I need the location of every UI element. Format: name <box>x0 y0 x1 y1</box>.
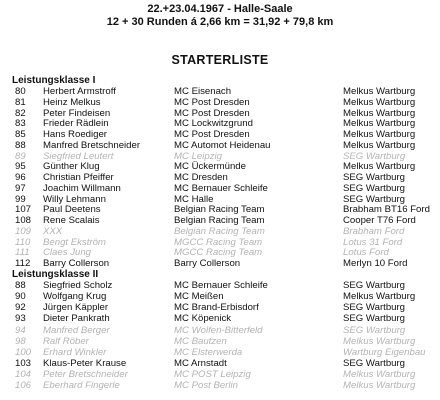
club-name: MC Köpenick <box>174 313 232 325</box>
starter-row <box>0 118 440 129</box>
start-number: 85 <box>15 129 26 140</box>
page-title: STARTERLISTE <box>171 53 269 67</box>
start-number: 109 <box>15 225 32 237</box>
start-number: 99 <box>15 193 26 205</box>
starter-row <box>0 325 440 336</box>
start-number: 106 <box>15 380 32 392</box>
start-number: 107 <box>15 204 32 216</box>
start-number: 89 <box>15 150 26 162</box>
driver-name: Jürgen Käppler <box>43 302 109 314</box>
starter-row <box>0 347 440 358</box>
club-name: MC Bernauer Schleife <box>174 182 268 194</box>
driver-name: Dieter Pankrath <box>43 313 110 325</box>
starter-row <box>0 302 440 313</box>
start-number: 94 <box>15 324 26 336</box>
car-model: SEG Wartburg <box>343 182 406 194</box>
starter-row <box>0 280 440 291</box>
start-number: 96 <box>15 172 26 183</box>
car-model: SEG Wartburg <box>343 193 406 205</box>
car-model: Merlyn 10 Ford <box>343 258 408 269</box>
car-model: Brabham BT16 Ford <box>343 204 430 216</box>
car-model: SEG Wartburg <box>343 172 406 183</box>
car-model: Melkus Wartburg <box>343 86 416 97</box>
start-number: 100 <box>15 346 32 358</box>
club-name: MC Brand-Erbisdorf <box>174 302 259 314</box>
start-number: 110 <box>15 236 31 248</box>
car-model: SEG Wartburg <box>343 150 406 162</box>
starter-row <box>0 183 440 194</box>
start-number: 82 <box>15 107 26 119</box>
starter-row <box>0 215 440 226</box>
start-number: 83 <box>15 118 26 130</box>
club-name: MC Bernauer Schleife <box>174 280 268 291</box>
driver-name: Manfred Bretschneider <box>43 139 141 151</box>
driver-name: Claes Jung <box>43 247 91 259</box>
driver-name: Bengt Ekström <box>43 236 106 248</box>
car-model: Cooper T76 Ford <box>343 215 416 226</box>
class-heading-1: Leistungsklasse I <box>12 75 96 86</box>
car-model: Melkus Wartburg <box>343 291 416 303</box>
car-model: Lotus 31 Ford <box>343 236 403 248</box>
starter-row <box>0 247 440 258</box>
driver-name: Willy Lehmann <box>43 193 106 205</box>
driver-name: Günther Klug <box>43 161 100 173</box>
car-model: Melkus Wartburg <box>343 380 416 392</box>
driver-name: Siegfried Scholz <box>43 280 113 291</box>
club-name: MC Halle <box>174 193 214 205</box>
starter-row <box>0 108 440 119</box>
driver-name: Wolfgang Krug <box>43 291 107 303</box>
car-model: Melkus Wartburg <box>343 129 416 140</box>
club-name: MGCC Racing Team <box>174 236 263 248</box>
starter-row <box>0 291 440 302</box>
start-number: 88 <box>15 280 26 291</box>
start-number: 103 <box>15 358 32 370</box>
club-name: MC Wolfen-Bitterfeld <box>174 324 263 336</box>
club-name: MC POST Leipzig <box>174 369 251 381</box>
club-name: MC Bautzen <box>174 335 227 347</box>
start-number: 92 <box>15 302 26 314</box>
start-number: 88 <box>15 139 26 151</box>
club-name: MC Post Dresden <box>174 107 250 119</box>
club-name: MC Post Dresden <box>174 129 250 140</box>
driver-name: Eberhard Fingerle <box>43 380 120 392</box>
driver-name: Hans Roediger <box>43 129 107 140</box>
car-model: Melkus Wartburg <box>343 161 416 173</box>
starter-row <box>0 358 440 369</box>
driver-name: Erhard Winkler <box>43 346 107 358</box>
driver-name: Siegfried Leutert <box>43 150 114 162</box>
club-name: MC Eisenach <box>174 86 232 97</box>
starter-row <box>0 161 440 172</box>
start-number: 80 <box>15 86 26 97</box>
starter-row <box>0 237 440 248</box>
starter-row <box>0 369 440 380</box>
driver-name: XXX <box>43 225 63 237</box>
driver-name: Barry Collerson <box>43 258 110 269</box>
starter-row <box>0 336 440 347</box>
club-name: MC Leipzig <box>174 150 222 162</box>
driver-name: Heinz Melkus <box>43 96 101 108</box>
club-name: Belgian Racing Team <box>174 215 265 226</box>
car-model: SEG Wartburg <box>343 280 406 291</box>
start-number: 98 <box>15 335 26 347</box>
driver-name: Herbert Armstroff <box>43 86 116 97</box>
race-distance: 12 + 30 Runden á 2,66 km = 31,92 + 79,8 km <box>106 16 334 28</box>
club-name: MC Post Berlin <box>174 380 238 392</box>
car-model: Wartburg Eigenbau <box>343 346 426 358</box>
starter-row <box>0 226 440 237</box>
car-model: Melkus Wartburg <box>343 107 416 119</box>
starter-row <box>0 313 440 324</box>
club-name: MGCC Racing Team <box>174 247 263 259</box>
car-model: SEG Wartburg <box>343 358 406 370</box>
start-number: 90 <box>15 291 26 303</box>
club-name: MC Arnstadt <box>174 358 227 370</box>
driver-name: Christian Pfeiffer <box>43 172 114 183</box>
starter-row <box>0 97 440 108</box>
start-number: 104 <box>15 369 32 381</box>
car-model: Melkus Wartburg <box>343 335 416 347</box>
club-name: Barry Collerson <box>174 258 241 269</box>
starter-row <box>0 258 440 269</box>
driver-name: Ralf Röber <box>43 335 89 347</box>
car-model: Melkus Wartburg <box>343 139 416 151</box>
driver-name: Rene Scalais <box>43 215 100 226</box>
start-number: 95 <box>15 161 26 173</box>
club-name: MC Meißen <box>174 291 224 303</box>
driver-name: Klaus-Peter Krause <box>43 358 127 370</box>
starter-row <box>0 140 440 151</box>
club-name: MC Automot Heidenau <box>174 139 271 151</box>
club-name: MC Lockwitzgrund <box>174 118 253 130</box>
start-number: 93 <box>15 313 26 325</box>
start-number: 112 <box>15 258 31 269</box>
starter-row <box>0 129 440 140</box>
start-number: 108 <box>15 215 32 226</box>
start-number: 111 <box>15 247 30 259</box>
club-name: Belgian Racing Team <box>174 204 265 216</box>
car-model: SEG Wartburg <box>343 302 406 314</box>
club-name: MC Ückermünde <box>174 161 246 173</box>
start-number: 97 <box>15 182 26 194</box>
starter-row <box>0 151 440 162</box>
car-model: SEG Wartburg <box>343 324 406 336</box>
starter-row <box>0 86 440 97</box>
driver-name: Manfred Berger <box>43 324 110 336</box>
driver-name: Peter Bretschneider <box>43 369 128 381</box>
driver-name: Peter Findeisen <box>43 107 111 119</box>
club-name: MC Post Dresden <box>174 96 250 108</box>
car-model: Melkus Wartburg <box>343 118 416 130</box>
class-heading-2: Leistungsklasse II <box>12 269 99 280</box>
starter-row <box>0 194 440 205</box>
driver-name: Joachim Willmann <box>43 182 121 194</box>
starter-row <box>0 172 440 183</box>
starter-row <box>0 204 440 215</box>
starter-row <box>0 380 440 391</box>
car-model: Melkus Wartburg <box>343 369 416 381</box>
club-name: MC Dresden <box>174 172 228 183</box>
car-model: Melkus Wartburg <box>343 96 416 108</box>
club-name: MC Elsterwerda <box>174 346 243 358</box>
car-model: SEG Wartburg <box>343 313 406 325</box>
car-model: Lotus Ford <box>343 247 389 259</box>
driver-name: Paul Deetens <box>43 204 101 216</box>
event-date-location: 22.+23.04.1967 - Halle-Saale <box>147 3 293 15</box>
driver-name: Frieder Rädlein <box>43 118 109 130</box>
car-model: Brabham Ford <box>343 225 405 237</box>
start-number: 81 <box>15 96 26 108</box>
club-name: Belgian Racing Team <box>174 225 265 237</box>
